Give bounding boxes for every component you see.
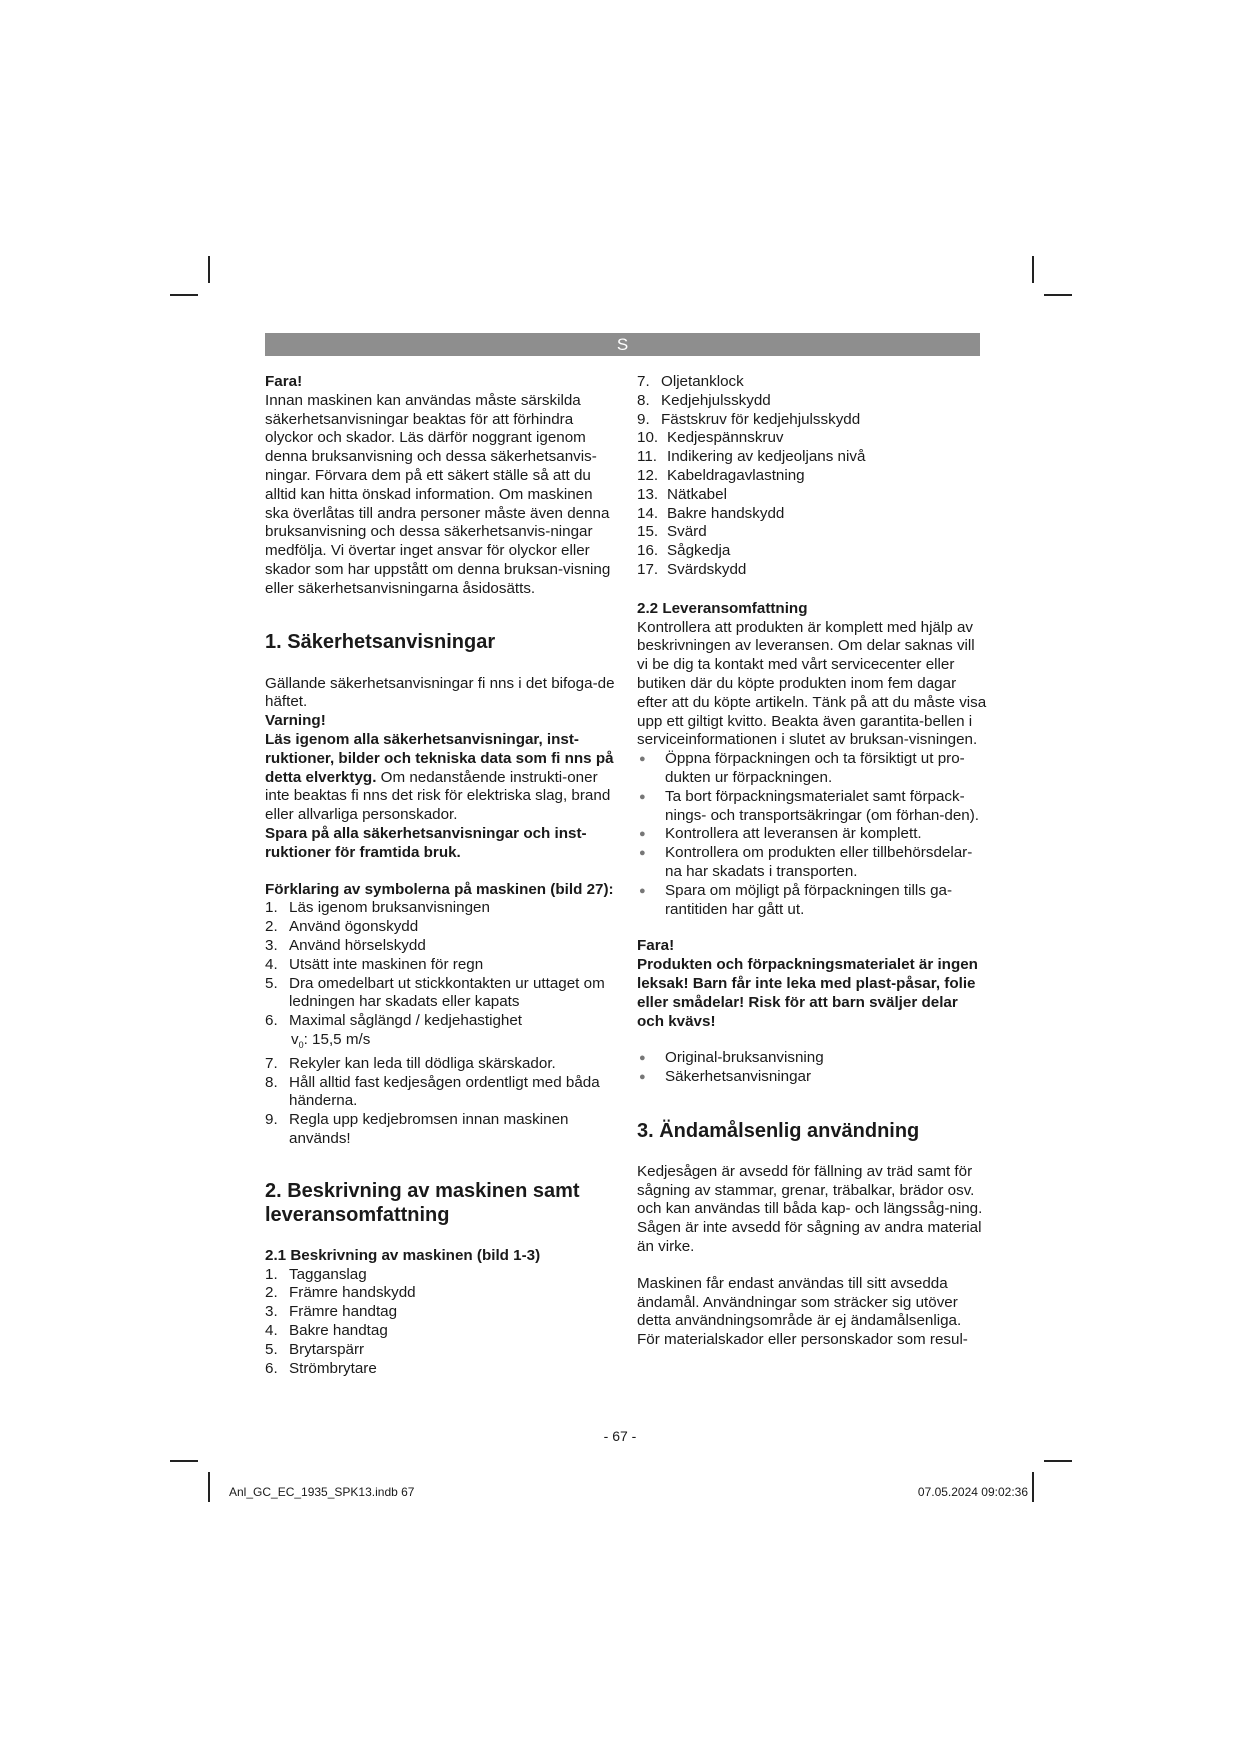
bullet-icon: ● xyxy=(639,884,646,897)
bullet-icon: ● xyxy=(639,753,646,766)
crop-mark xyxy=(1044,294,1072,296)
list-item: 8. Håll alltid fast kedjesågen ordentligt med båda händerna. xyxy=(265,1073,600,1110)
list-item: 17. Svärdskydd xyxy=(637,560,747,578)
list-item: 6. Strömbrytare xyxy=(265,1359,377,1377)
warning-bold-text: Läs igenom alla säkerhetsanvisningar, inst-ruktioner, bilder och tekniska data som fi nns på detta elverktyg. xyxy=(265,730,614,786)
list-item: 4. Bakre handtag xyxy=(265,1321,388,1339)
section-2-2-paragraph: Kontrollera att produkten är komplett med hjälp av beskrivningen av leveransen. Om delar saknas vill vi be dig ta kontakt med vårt servicecenter eller butiken där du köpte produkten inom fem dagar efter att du köpte artikeln. Tänk på att du måste visa upp ett giltigt kvitto. Beakta även garantita-bellen i serviceinformationen i slutet av bruksan-visningen. xyxy=(637,618,987,749)
machine-parts-list xyxy=(265,1266,615,1379)
crop-mark xyxy=(1044,1460,1072,1462)
list-item: ● Öppna förpackningen och ta försiktigt ut pro-dukten ur förpackningen. xyxy=(639,750,965,786)
list-item: 5. Dra omedelbart ut stickkontakten ur uttaget om ledningen har skadats eller kapats xyxy=(265,974,605,1011)
list-item: 10. Kedjespännskruv xyxy=(637,429,784,447)
list-item: 5. Brytarspärr xyxy=(265,1340,365,1358)
section-1-heading: 1. Säkerhetsanvisningar xyxy=(265,630,496,653)
included-items-list xyxy=(637,1049,987,1087)
crop-mark xyxy=(170,294,198,296)
section-1-intro: Gällande säkerhetsanvisningar fi nns i det bifoga-de häftet. xyxy=(265,674,615,711)
bullet-icon: ● xyxy=(639,1052,646,1065)
page-number: - 67 - xyxy=(603,1428,637,1444)
list-item: 14. Bakre handskydd xyxy=(637,504,785,522)
crop-mark xyxy=(1032,256,1034,283)
list-item: 2. Främre handskydd xyxy=(265,1284,416,1302)
list-item: 16. Sågkedja xyxy=(637,542,731,560)
section-3-paragraph-1: Kedjesågen är avsedd för fällning av träd samt för sågning av stammar, grenar, träbalkar, brädor osv. och kan användas till båda kap- och längssåg-ning. Sågen är inte avsedd för sågning av andra material än virke. xyxy=(637,1162,983,1256)
right-column xyxy=(637,373,987,1350)
left-column xyxy=(265,373,615,1378)
crop-mark xyxy=(170,1460,198,1462)
list-item: 13. Nätkabel xyxy=(637,485,727,503)
list-item: 11. Indikering av kedjeoljans nivå xyxy=(637,448,866,466)
keep-instructions-text: Spara på alla säkerhetsanvisningar och inst-ruktioner för framtida bruk. xyxy=(265,824,587,861)
file-name: Anl_GC_EC_1935_SPK13.indb 67 xyxy=(229,1485,415,1499)
list-item: 15. Svärd xyxy=(637,523,707,541)
danger-paragraph-2: Produkten och förpackningsmaterialet är ingen leksak! Barn får inte leka med plast-påsar, folie eller smådelar! Risk för att barn sväljer delar och kvävs! xyxy=(637,956,978,1030)
section-2-1-heading: 2.1 Beskrivning av maskinen (bild 1-3) xyxy=(265,1246,541,1264)
list-item: 12. Kabeldragavlastning xyxy=(637,466,805,484)
danger-heading-2: Fara! xyxy=(637,937,675,955)
list-item: ● Spara om möjligt på förpackningen tills ga-rantitiden har gått ut. xyxy=(639,881,953,918)
list-item: ● Kontrollera om produkten eller tillbehörsdelar-na har skadats i transporten. xyxy=(639,844,973,880)
bullet-icon: ● xyxy=(639,790,646,803)
list-item: ● Kontrollera att leveransen är komplett. xyxy=(639,825,922,843)
crop-mark xyxy=(208,1472,210,1502)
list-item: ● Original-bruksanvisning xyxy=(639,1049,824,1067)
list-item: 1. Tagganslag xyxy=(265,1265,367,1283)
danger-paragraph: Innan maskinen kan användas måste särskilda säkerhetsanvisningar beaktas för att förhindra olyckor och skador. Läs därför noggrant igenom denna bruksanvisning och dessa säkerhetsanvis-ningar. Förvara dem på ett säkert ställe så att du alltid kan hitta önskad information. Om maskinen ska överlåtas till andra personer måste även denna bruksanvisning och dessa säkerhetsanvis-ningar medfölja. Vi övertar inget ansvar för olyckor eller skador som har uppstått om denna bruksan-visning eller säkerhetsanvisningarna åsidosätts. xyxy=(265,391,611,597)
section-2-heading: 2. Beskrivning av maskinen samt leveransomfattning xyxy=(265,1179,580,1226)
section-3-heading: 3. Ändamålsenlig användning xyxy=(637,1119,920,1142)
crop-mark xyxy=(208,256,210,283)
unpacking-steps-list xyxy=(637,750,987,919)
danger-heading: Fara! xyxy=(265,373,303,390)
list-item: 7. Oljetanklock xyxy=(637,373,744,390)
list-item: 3. Använd hörselskydd xyxy=(265,936,426,954)
bullet-icon: ● xyxy=(639,1071,646,1084)
machine-parts-list-continued xyxy=(637,373,987,580)
list-item: ● Ta bort förpackningsmaterialet samt förpack-nings- och transportsäkringar (om förhan-den). xyxy=(639,787,980,824)
symbols-heading: Förklaring av symbolerna på maskinen (bild 27): xyxy=(265,880,614,898)
warning-text: Om nedanstående instrukti-oner inte beaktas fi nns det risk för elektriska slag, brand eller allvarliga personskador. xyxy=(265,768,611,824)
list-item: 9. Fästskruv för kedjehjulsskydd xyxy=(637,410,861,428)
bullet-icon: ● xyxy=(639,847,646,860)
warning-paragraph xyxy=(265,731,615,825)
section-2-2-heading: 2.2 Leveransomfattning xyxy=(637,599,808,617)
crop-mark xyxy=(1032,1472,1034,1502)
language-header-bar: S xyxy=(265,333,980,356)
list-item: 4. Utsätt inte maskinen för regn xyxy=(265,955,484,973)
symbols-list xyxy=(265,899,615,1148)
list-item: 1. Läs igenom bruksanvisningen xyxy=(265,899,490,917)
list-item: 8. Kedjehjulsskydd xyxy=(637,391,771,409)
list-item: 9. Regla upp kedjebromsen innan maskinen används! xyxy=(265,1111,569,1147)
list-item: ● Säkerhetsanvisningar xyxy=(639,1068,812,1086)
list-item: 6. Maximal såglängd / kedjehastighet $v_0$: 15,5 m/s xyxy=(265,1012,523,1050)
list-item: 7. Rekyler kan leda till dödliga skärskador. xyxy=(265,1054,556,1072)
chain-speed-value: $v_0$: 15,5 m/s xyxy=(291,1030,371,1050)
section-3-paragraph-2: Maskinen får endast användas till sitt avsedda ändamål. Användningar som sträcker sig utöver detta användningsområde är ej ändamålsenliga. För materialskador eller personskador som resul- xyxy=(637,1274,968,1349)
warning-heading: Varning! xyxy=(265,712,326,730)
print-timestamp: 07.05.2024 09:02:36 xyxy=(917,1485,1028,1499)
list-item: 2. Använd ögonskydd xyxy=(265,918,419,936)
bullet-icon: ● xyxy=(639,828,646,841)
list-item: 3. Främre handtag xyxy=(265,1303,398,1321)
